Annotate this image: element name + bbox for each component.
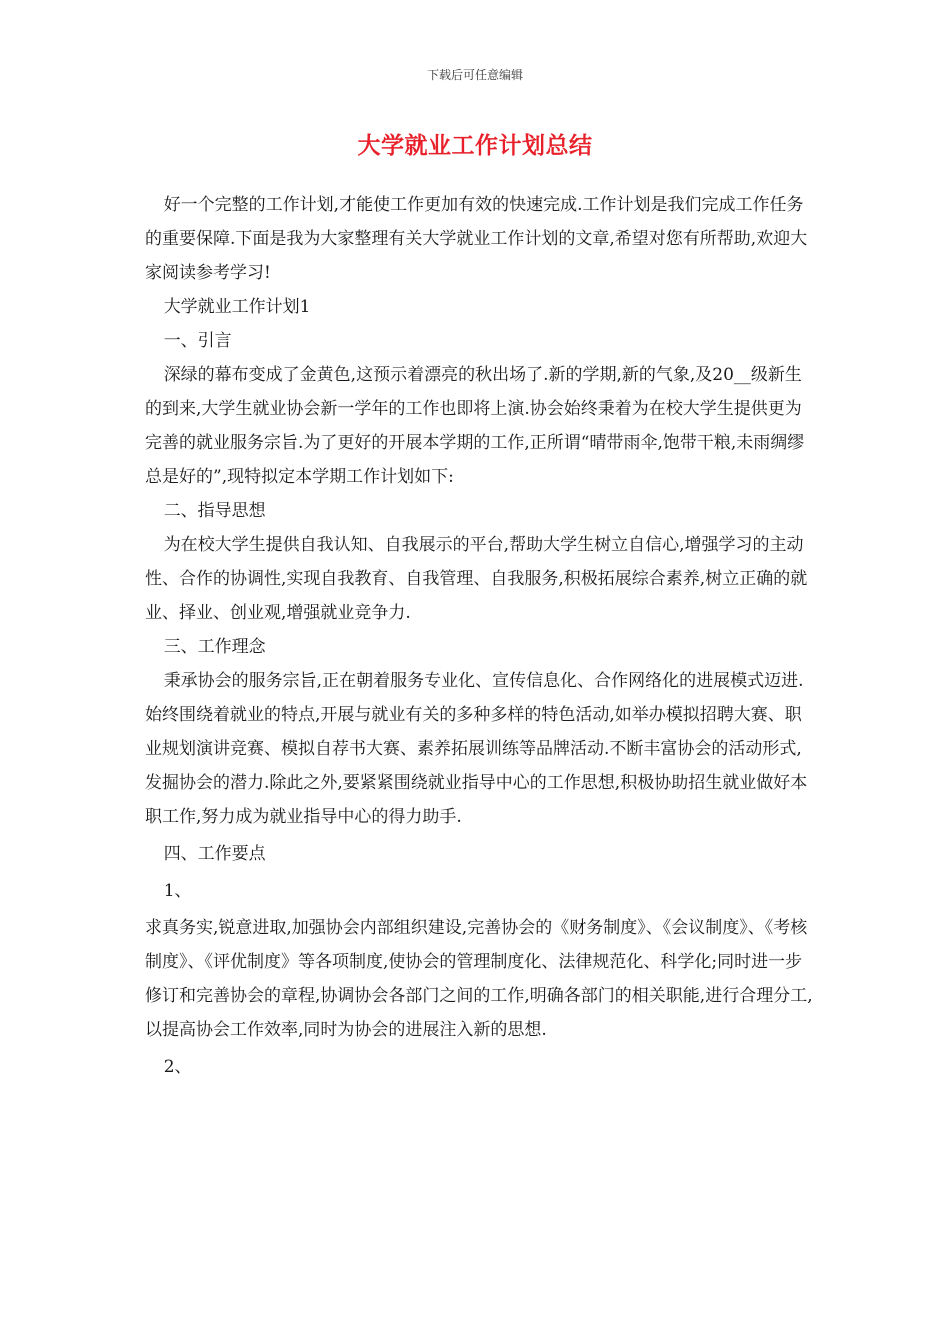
- section-heading-work-points: 四、工作要点: [163, 844, 266, 864]
- page-header-note: 下载后可任意编辑: [426, 68, 523, 82]
- section-paragraph-intro: 深绿的幕布变成了金黄色,这预示着漂亮的秋出场了.新的学期,新的气象,及20__级新生的到来,大学生就业协会新一学年的工作也即将上演.协会始终秉着为在校大学生提供更为完善的就业服务宗旨.为了更好的开展本学期的工作,正所谓“晴带雨伞,饱带干粮,未雨绸缪总是好的”,现特拟定本学期工作计划如下:: [145, 365, 805, 487]
- section-paragraph-guiding-thought: 为在校大学生提供自我认知、自我展示的平台,帮助大学生树立自信心,增强学习的主动性、合作的协调性,实现自我教育、自我管理、自我服务,积极拓展综合素养,树立正确的就业、择业、创业观,增强就业竞争力.: [145, 535, 808, 623]
- plan-title: 大学就业工作计划1: [163, 297, 311, 317]
- list-item-1-text: 求真务实,锐意进取,加强协会内部组织建设,完善协会的《财务制度》、《会议制度》、《考核制度》、《评优制度》等各项制度,使协会的管理制度化、法律规范化、科学化;同时进一步修订和完善协会的章程,协调协会各部门之间的工作,明确各部门的相关职能,进行合理分工,以提高协会工作效率,同时为协会的进展注入新的思想.: [145, 918, 813, 1040]
- section-paragraph-work-philosophy: 秉承协会的服务宗旨,正在朝着服务专业化、宣传信息化、合作网络化的进展模式迈进.始终围绕着就业的特点,开展与就业有关的多种多样的特色活动,如举办模拟招聘大赛、职业规划演讲竞赛、模拟自荐书大赛、素养拓展训练等品牌活动.不断丰富协会的活动形式,发掘协会的潜力.除此之外,要紧紧围绕就业指导中心的工作思想,积极协助招生就业做好本职工作,努力成为就业指导中心的得力助手.: [145, 671, 808, 827]
- section-heading-work-philosophy: 三、工作理念: [163, 637, 266, 657]
- section-heading-guiding-thought: 二、指导思想: [163, 501, 266, 521]
- document-title: 大学就业工作计划总结: [357, 132, 593, 159]
- intro-paragraph: 好一个完整的工作计划,才能使工作更加有效的快速完成.工作计划是我们完成工作任务的重要保障.下面是我为大家整理有关大学就业工作计划的文章,希望对您有所帮助,欢迎大家阅读参考学习!: [145, 195, 808, 283]
- section-heading-intro: 一、引言: [163, 331, 232, 351]
- document-body: [145, 188, 815, 1084]
- list-number-1: 1、: [163, 881, 192, 901]
- list-number-2: 2、: [163, 1057, 192, 1077]
